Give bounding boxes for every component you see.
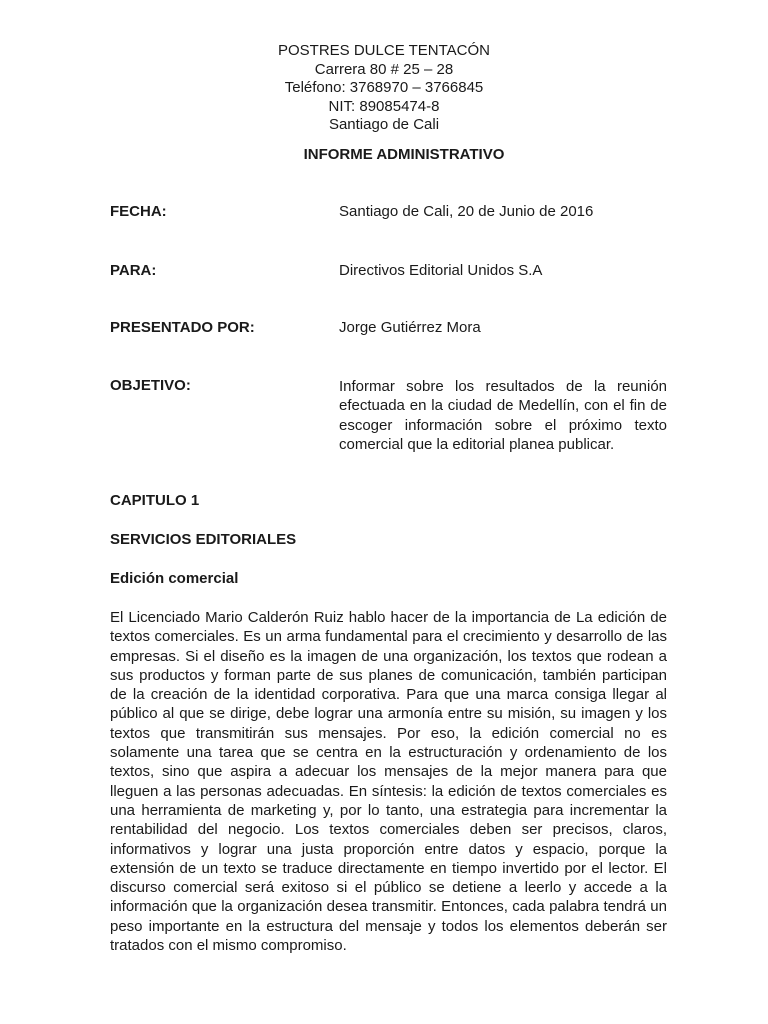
para-value: Directivos Editorial Unidos S.A xyxy=(339,262,543,279)
company-name: POSTRES DULCE TENTACÓN xyxy=(278,42,490,59)
presentado-por-label: PRESENTADO POR: xyxy=(110,319,255,336)
objetivo-label: OBJETIVO: xyxy=(110,377,191,394)
chapter-heading: CAPITULO 1 xyxy=(110,492,200,509)
body-paragraph: El Licenciado Mario Calderón Ruiz hablo hacer de la importancia de La edición de textos comerciales. Es un arma fundamental para el crecimiento y desarrollo de las empresas. Si el diseño es la imagen de una organización, los textos que rodean a sus productos y forman parte de sus planes de comunicación, también participan de la creación de la identidad corporativa. Para que una marca consiga llegar al público al que se dirige, debe lograr una armonía entre su misión, su imagen y los textos que transmitirán sus mensajes. Por eso, la edición comercial no es solamente una tarea que se centra en la estructuración y ordenamiento de los textos, sino que aspira a adecuar los mensajes de la mejor manera para que lleguen a las personas adecuadas. En síntesis: la edición de textos comerciales es una herramienta de marketing y, por lo tanto, una estrategia para incrementar la rentabilidad del negocio. Los textos comerciales deben ser precisos, claros, informativos y lograr una justa proporción entre datos y espacio, porque la extensión de un texto se traduce directamente en tiempo invertido por el lector. El discurso comercial será exitoso si el público se detiene a leerlo y accede a la información que la organización desea transmitir. Entonces, cada palabra tendrá un peso importante en la estructura del mensaje y todos los elementos deberán ser tratados con el mismo compromiso. xyxy=(110,609,667,955)
company-nit: NIT: 89085474-8 xyxy=(328,97,440,115)
document-title: INFORME ADMINISTRATIVO xyxy=(303,146,505,163)
objetivo-value: Informar sobre los resultados de la reunión efectuada en la ciudad de Medellín, con el fin de escoger información sobre el próximo texto comercial que la editorial planea publicar. xyxy=(339,378,667,453)
letterhead xyxy=(0,42,768,135)
presentado-por-value: Jorge Gutiérrez Mora xyxy=(339,319,481,336)
subsection-heading: Edición comercial xyxy=(110,570,239,587)
company-phone: Teléfono: 3768970 – 3766845 xyxy=(284,79,484,96)
company-city: Santiago de Cali xyxy=(328,116,440,133)
section-heading: SERVICIOS EDITORIALES xyxy=(110,531,297,548)
fecha-value: Santiago de Cali, 20 de Junio de 2016 xyxy=(339,203,594,220)
fecha-label: FECHA: xyxy=(110,203,167,220)
para-label: PARA: xyxy=(110,262,157,279)
company-address: Carrera 80 # 25 – 28 xyxy=(314,60,454,78)
